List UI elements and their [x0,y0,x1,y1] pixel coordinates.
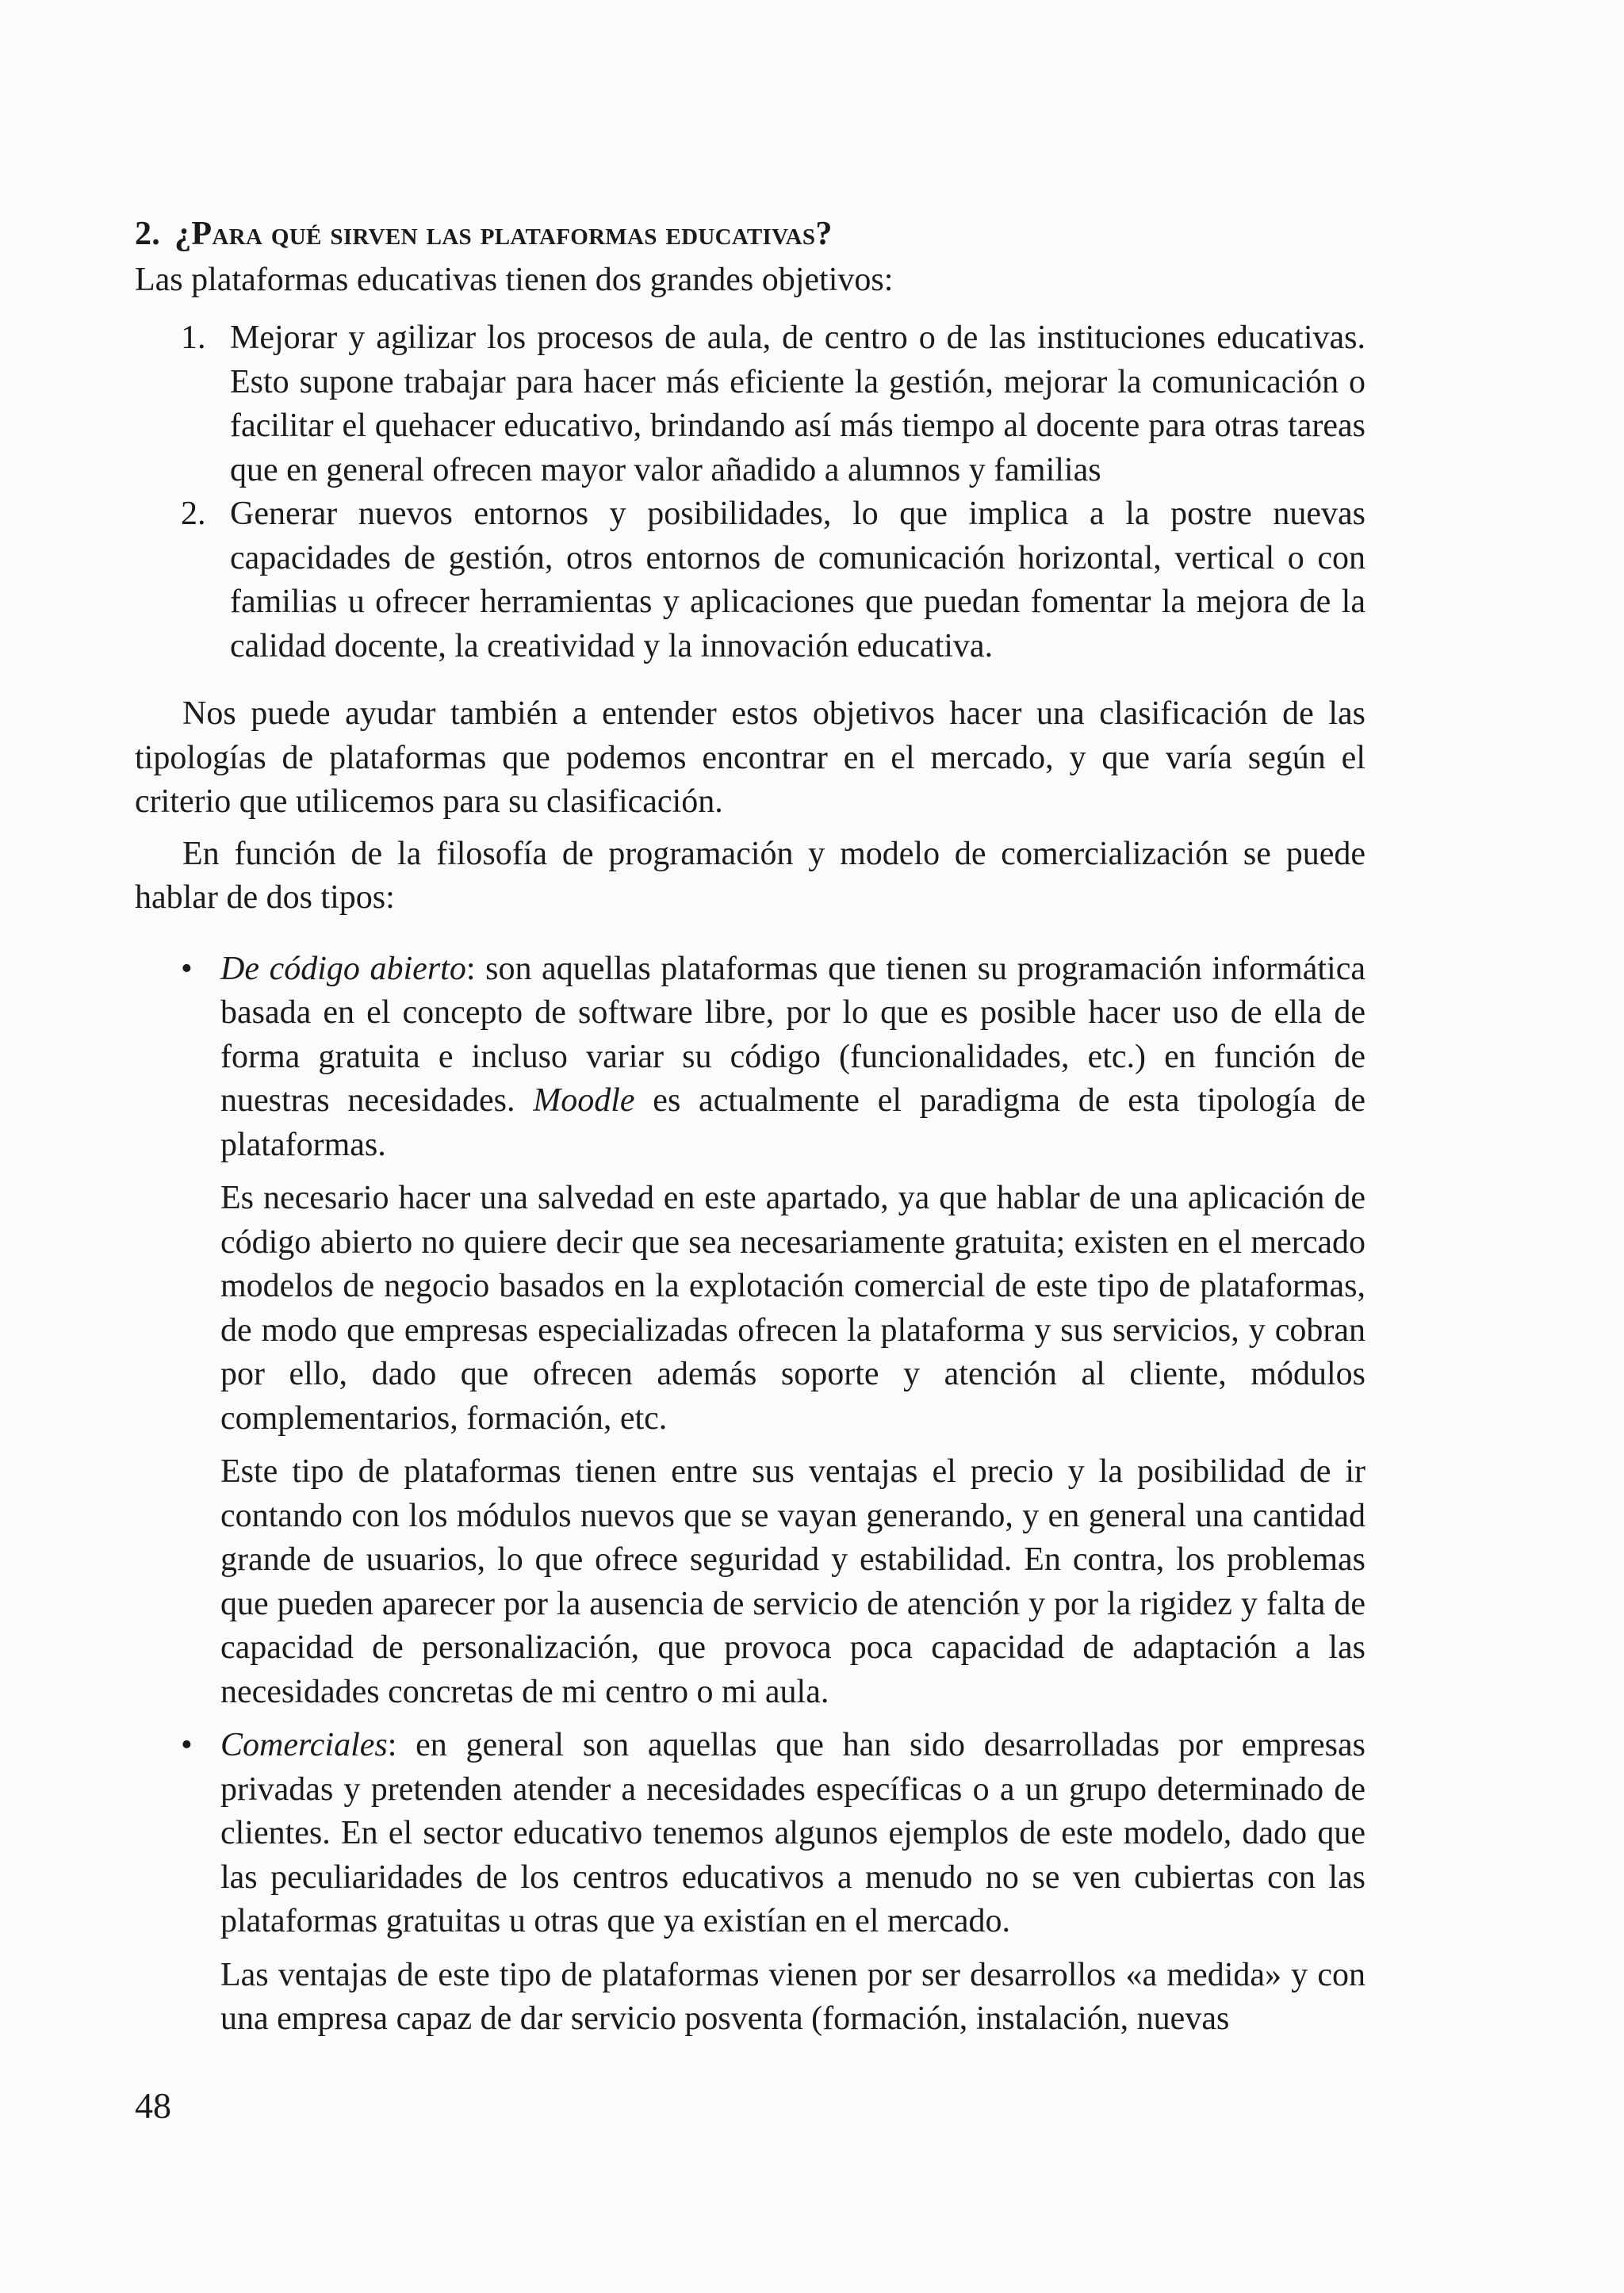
types-list [135,947,1365,2042]
list-item [135,1724,1365,2042]
type-description [220,947,1365,1168]
list-item-text: Generar nuevos entornos y posibilidades, lo que implica a la postre nuevas capacidades de gestión, otros entornos de comunicación horizontal, vertical o con familias u ofrecer herramientas y aplicaciones que puedan fomentar la mejora de la calidad docente, la creatividad y la innovación educativa. [230,496,1365,664]
section-number: 2. [135,216,161,252]
bullet-marker: • [181,1727,193,1763]
section-heading [135,212,1365,257]
type-paragraph: Este tipo de plataformas tienen entre sus ventajas el precio y la posibilidad de ir contando con los módulos nuevos que se vayan generando, y en general una cantidad grande de usuarios, lo que ofrece seguridad y estabilidad. En contra, los problemas que pueden aparecer por la ausencia de servicio de atención y por la rigidez y falta de capacidad de personalización, que provoca poca capacidad de adaptación a las necesidades concretas de mi centro o mi aula. [220,1453,1365,1710]
list-item [135,316,1365,492]
list-item-text: Mejorar y agilizar los procesos de aula, de centro o de las instituciones educativas. Esto supone trabajar para hacer más eficiente la gestión, mejorar la comunicación o facilitar el quehacer educativo, brindando así más tiempo al docente para otras tareas que en general ofrecen mayor valor añadido a alumnos y familias [230,320,1365,488]
type-description [220,1724,1365,1944]
product-name: Moodle [533,1082,635,1119]
objectives-list [135,316,1365,668]
section-title: ¿Para qué sirven las plataformas educativas? [174,216,833,252]
list-marker: 1. [181,320,206,356]
list-marker: 2. [181,496,206,532]
type-paragraph: Las ventajas de este tipo de plataformas vienen por ser desarrollos «a medida» y con una empresa capaz de dar servicio posventa (formación, instalación, nuevas [220,1956,1365,2037]
bullet-marker: • [181,950,193,987]
type-term: Comerciales [220,1727,388,1763]
type-text: : son aquellas plataformas que tienen su programación informática basada en el concepto de software libre, por lo que es posible hacer uso de ella de forma gratuita e incluso variar su código (funcionalidades, etc.) en función de nuestras necesidades. [220,950,1365,1119]
list-item [135,947,1365,1715]
type-text: : en general son aquellas que han sido desarrolladas por empresas privadas y pretenden atender a necesidades específicas o a un grupo determinado de clientes. En el sector educativo tenemos algunos ejemplos de este modelo, dado que las peculiaridades de los centros educativos a menudo no se ven cubiertas con las plataformas gratuitas u otras que ya existían en el mercado. [220,1727,1365,1939]
body-paragraph: En función de la filosofía de programación y modelo de comercialización se puede hablar de dos tipos: [135,835,1365,916]
type-term: De código abierto [220,950,466,987]
page-body [135,212,1365,2051]
body-paragraph: Nos puede ayudar también a entender estos objetivos hacer una clasificación de las tipologías de plataformas que podemos encontrar en el mercado, y que varía según el criterio que utilicemos para su clasificación. [135,695,1365,820]
type-text: es actualmente el paradigma de esta tipología de plataformas. [220,1082,1365,1163]
type-paragraph: Es necesario hacer una salvedad en este apartado, ya que hablar de una aplicación de código abierto no quiere decir que sea necesariamente gratuita; existen en el mercado modelos de negocio basados en la explotación comercial de este tipo de plataformas, de modo que empresas especializadas ofrecen la plataforma y sus servicios, y cobran por ello, dado que ofrecen además soporte y atención al cliente, módulos complementarios, formación, etc. [220,1180,1365,1437]
intro-paragraph: Las plataformas educativas tienen dos grandes objetivos: [135,261,894,298]
list-item [135,492,1365,668]
page-number: 48 [135,2085,171,2126]
